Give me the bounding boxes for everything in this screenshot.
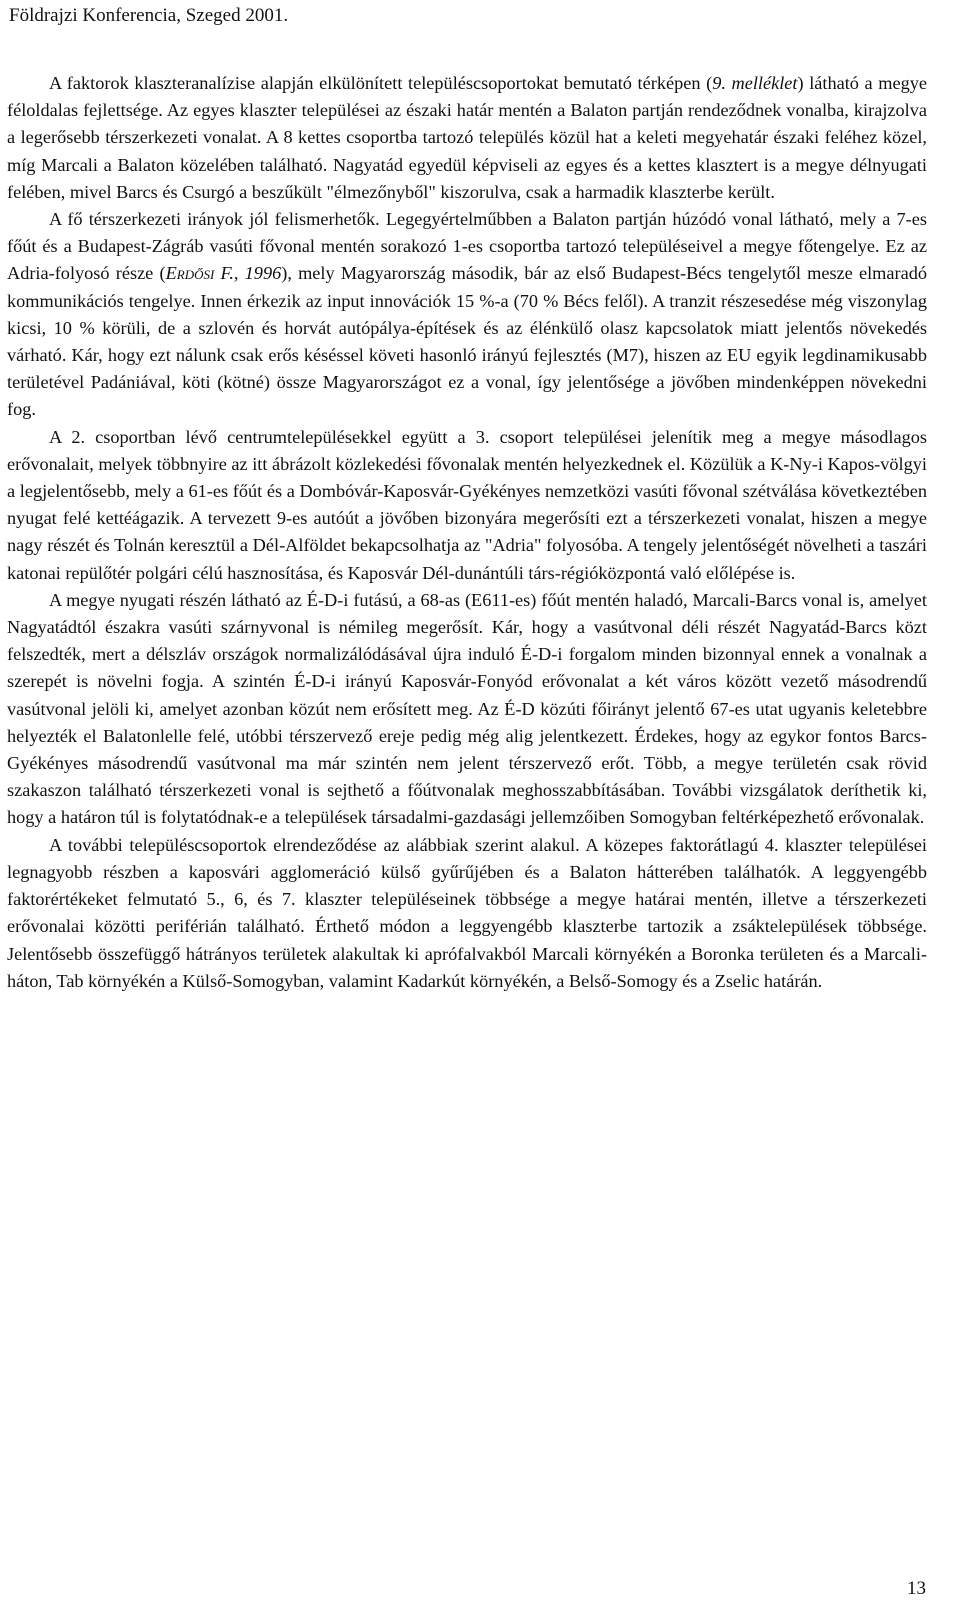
running-header: Földrajzi Konferencia, Szeged 2001. (9, 5, 289, 26)
citation-author: Erdősi F. (165, 263, 234, 284)
paragraph-text: ) látható a megye féloldalas fejlettsége. Az egyes klaszter települései az északi határ mentén a Balaton partján rendeződnek vonalba, kirajzolva a legerősebb térszerkezeti vonalat. A 8 kettes csoportba tartozó település közül hat a keleti megyehatár északi feléhez közel, míg Marcali a Balaton közelében található. Nagyatád egyedül képviseli az egyes és a kettes klasztert is a megye délnyugati felében, mivel Barcs és Csurgó a beszűkült "élmezőnyből" kiszorulva, csak a harmadik klaszterbe került. (7, 73, 928, 202)
paragraph-5: A további településcsoportok elrendeződése az alábbiak szerint alakul. A közepes faktorátlagú 4. klaszter települései legnagyobb részben a kaposvári agglomeráció külső gyűrűjében és a Balaton hátterében találhatók. A leggyengébb faktorértékeket felmutató 5., 6, és 7. klaszter településeinek többsége a megye határai mentén, illetve a térszerkezeti erővonalai közötti periférián található. Érthető módon a leggyengébb klaszterbe tartozik a zsáktelepülések többsége. Jelentősebb összefüggő hátrányos területek alakultak ki aprófalvakból Marcali környékén a Boronka területen és a Marcali-háton, Tab környékén a Külső-Somogyban, valamint Kadarkút környékén, a Belső-Somogy és a Zselic határán. (7, 834, 927, 991)
paragraph-2 (7, 206, 927, 424)
annex-reference: 9. melléklet (712, 73, 798, 93)
paragraph-text: ), mely Magyarország második, bár az első Budapest-Bécs tengelytől mesze elmaradó kommunikációs tengelye. Innen érkezik az input innovációk 15 %-a (70 % Bécs felől). A tranzit részesedése még viszonylag kicsi, 10 % körüli, de a szlovén és horvát autópálya-építések és az élénkülő olasz kapcsolatok miatt jelentős növekedés várható. Kár, hogy ezt nálunk csak erős késéssel követi hasonló irányú fejlesztés (M7), hiszen az EU egyik legdinamikusabb területével Padániával, köti (kötné) össze Magyarországot ez a vonal, így jelentősége a jövőben mindenképpen növekedni fog. (7, 263, 927, 420)
paragraph-1 (7, 70, 927, 206)
paragraph-text: A faktorok klaszteranalízise alapján elkülönített településcsoportokat bemutató térképen ( (49, 73, 713, 93)
paragraph-text: A fő térszerkezeti irányok jól felismerhetők. Legegyértelműbben a Balaton partján húzódó vonal látható, mely a 7-es főút és a Budapest-Zágráb vasúti fővonal mentén sorakozó 1-es csoportba tartozó településeivel a megye főtengelye. Ez az Adria-folyosó része ( (7, 209, 927, 284)
paragraph-4: A megye nyugati részén látható az É-D-i futású, a 68-as (E611-es) főút mentén haladó, Marcali-Barcs vonal is, amelyet Nagyatádtól északra vasúti szárnyvonal is némileg megerősít. Kár, hogy a vasútvonal déli részét Nagyatád-Barcs közt felszedték, mert a délszláv országok normalizálódásával újra induló É-D-i forgalom minden bizonnyal ennek a vonalnak a szerepét is növelni fogja. A szintén É-D-i irányú Kaposvár-Fonyód erővonalat a két város között vezető másodrendű vasútvonal jelöli ki, amelyet azonban közút nem erősített meg. Az É-D közúti főirányt jelentő 67-es utat ugyanis keletebbre helyezték el Balatonlelle felé, utóbbi térszervező ereje pedig még alig jelentkezett. Érdekes, hogy az egykor fontos Barcs-Gyékényes másodrendű vasútvonal ma már szintén nem jelent térszervező erőt. Több, a megye területén csak rövid szakaszon található térszerkezeti vonal is sejthető a főútvonalak meghosszabbításában. További vizsgálatok deríthetik ki, hogy a határon túl is folytatódnak-e a települések társadalmi-gazdasági jellemzőiben Somogyban feltérképezhető erővonalak. (7, 589, 927, 828)
page-number: 13 (907, 1578, 926, 1599)
citation-year: , 1996 (233, 263, 282, 284)
body-text (7, 70, 927, 995)
paragraph-3: A 2. csoportban lévő centrumtelepülésekkel együtt a 3. csoport települései jelenítik meg a megye másodlagos erővonalait, melyek többnyire az itt ábrázolt közlekedési fővonalak mentén helyezkednek el. Közülük a K-Ny-i Kapos-völgyi a legjelentősebb, mely a 61-es főút és a Dombóvár-Kaposvár-Gyékényes nemzetközi vasúti fővonal szétválása következtében nyugat felé kettéágazik. A tervezett 9-es autóút a jövőben bizonyára megerősíti ezt a térszerkezeti vonalat, hiszen a megye nagy részét és Tolnán keresztül a Dél-Alföldet bekapcsolhatja az "Adria" folyosóba. A tengely jelentőségét növelheti a taszári katonai repülőtér polgári célú hasznosítása, és Kaposvár Dél-dunántúli társ-régióközpontá való előlépése is. (7, 426, 927, 583)
